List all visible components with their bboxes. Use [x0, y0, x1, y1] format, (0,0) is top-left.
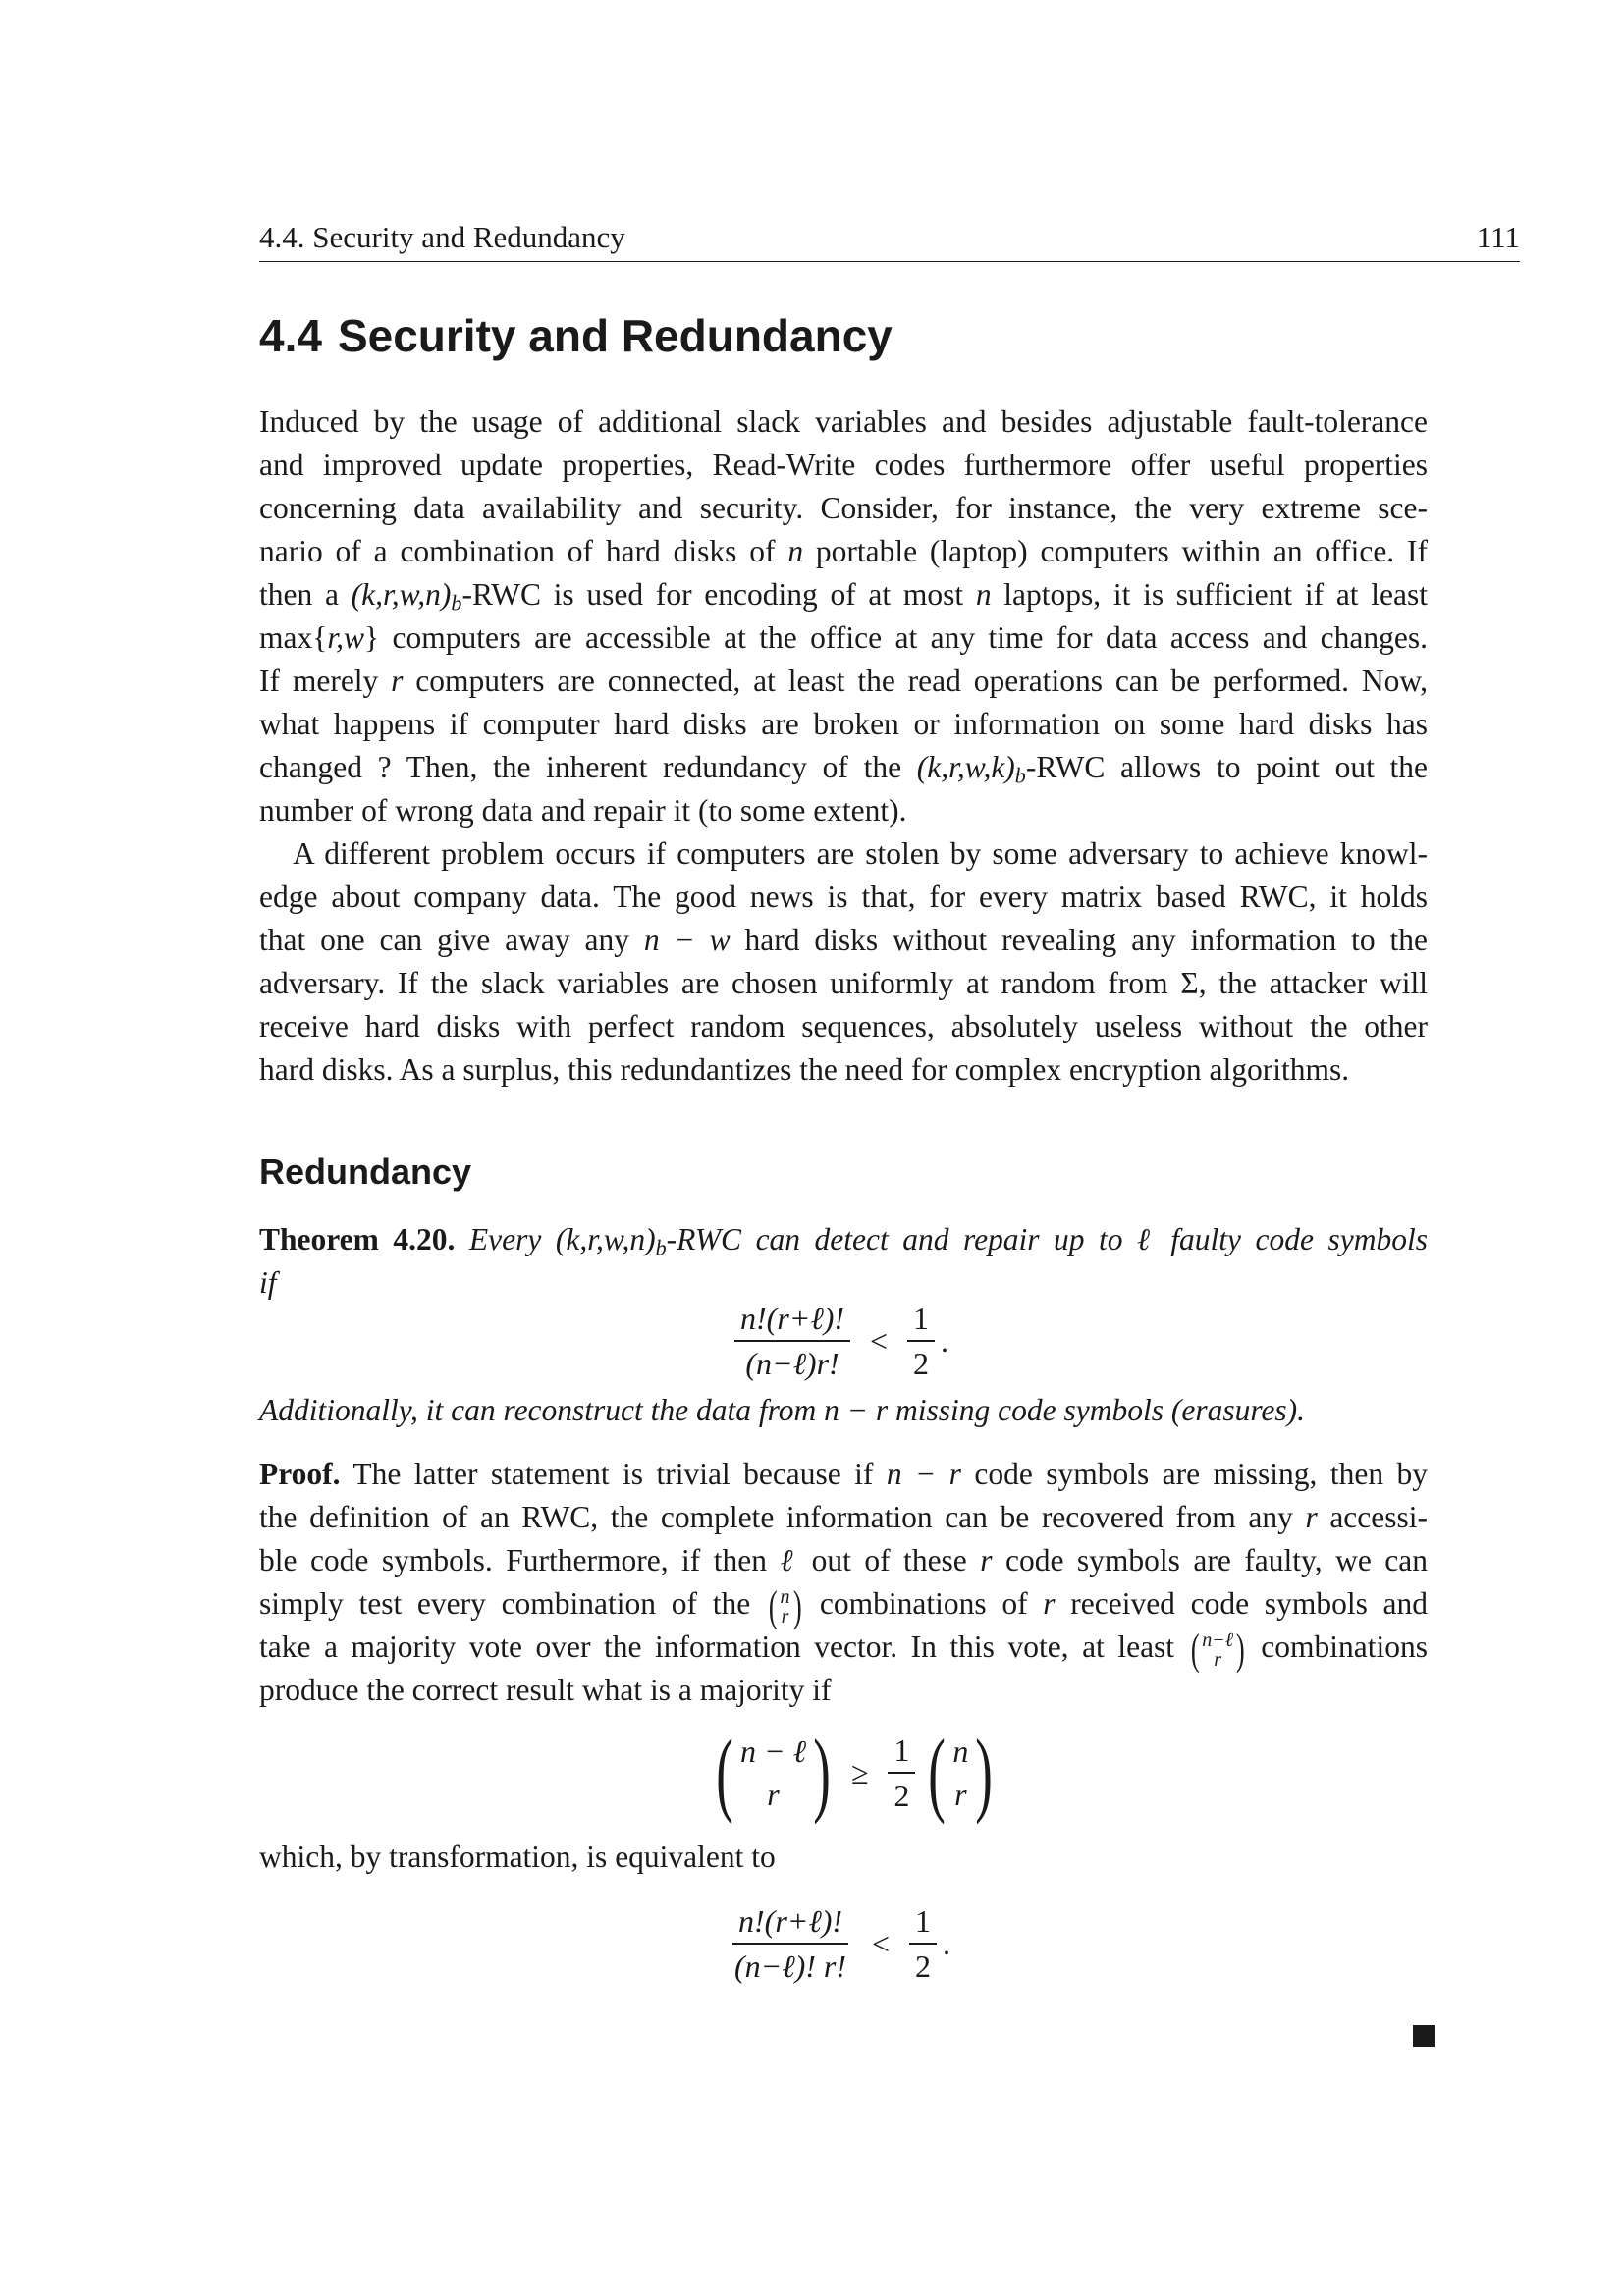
text-line: what happens if computer hard disks are broken or information on some hard disks has	[259, 707, 1428, 741]
final-equation: $\frac{\text{n!(r+ℓ)!}}{\text{(n−ℓ)! r!}}$ < $\frac{1}{2}$ .	[723, 1901, 950, 1986]
text-line: and improved update properties, Read-Write codes furthermore offer useful properties	[259, 448, 1428, 482]
page-number: 111	[1476, 220, 1520, 254]
text-line: A different problem occurs if computers are stolen by some adversary to achieve knowl-	[293, 836, 1428, 871]
qed-square-icon	[1413, 2025, 1435, 2047]
fraction-half: $\frac{1}{2}$	[888, 1731, 915, 1815]
proof-line: take a majority vote over the information vector. In this vote, at least ( n−ℓ r ) combinations	[259, 1625, 1428, 1674]
proof-line: ble code symbols. Furthermore, if then ℓ out of these r code symbols are faulty, we can	[259, 1543, 1428, 1577]
section-title-text: Security and Redundancy	[337, 310, 893, 361]
proof-label: Proof.	[259, 1457, 341, 1491]
text-line: edge about company data. The good news is that, for every matrix based RWC, it holds	[259, 880, 1428, 914]
text-line: concerning data availability and security. Consider, for instance, the very extreme sce-	[259, 491, 1428, 525]
fraction: $\frac{\text{n!(r+ℓ)!}}{\text{(n−ℓ)! r!}}$	[734, 1903, 846, 1984]
binomial-inequality: ( n − ℓ r ) ≥ $\frac{1}{2}$ ( n r )	[709, 1726, 1000, 1820]
text-line: number of wrong data and repair it (to some extent).	[259, 793, 907, 828]
binomial: ( n r )	[928, 1720, 994, 1825]
proof-line: Proof. The latter statement is trivial because if n − r code symbols are missing, then by	[259, 1457, 1428, 1491]
fraction-half: $\frac{1}{2}$	[909, 1901, 937, 1986]
proof-line: the definition of an RWC, the complete information can be recovered from any r accessi-	[259, 1500, 1429, 1534]
text-line: adversary. If the slack variables are chosen uniformly at random from Σ, the attacker will	[259, 966, 1428, 1000]
text-line: changed ? Then, the inherent redundancy of the $(k,r,w,k)_b$-RWC allows to point out the	[259, 750, 1428, 788]
text-line: If merely r computers are connected, at least the read operations can be performed. Now,	[259, 664, 1428, 698]
text-line: receive hard disks with perfect random sequences, absolutely useless without the other	[259, 1009, 1428, 1043]
running-head	[259, 218, 1520, 262]
section-title	[259, 306, 893, 365]
section-number: 4.4	[259, 310, 322, 361]
theorem-label: Theorem 4.20.	[259, 1222, 456, 1256]
inline-binomial: ( n−ℓ r )	[1190, 1625, 1245, 1674]
text-line: max{r,w} computers are accessible at the office at any time for data access and changes.	[259, 620, 1428, 655]
theorem-line: if	[259, 1265, 277, 1300]
inline-binomial: ( n r )	[768, 1581, 802, 1630]
theorem-equation: $\frac{\text{n!(r+ℓ)!}}{\text{(n−ℓ)r!}}$ < $\frac{1}{2}$ .	[729, 1299, 948, 1383]
text-line: hard disks. As a surplus, this redundantizes the need for complex encryption algorithms.	[259, 1052, 1350, 1087]
subsection-title: Redundancy	[259, 1151, 472, 1192]
fraction: $\frac{\text{n!(r+ℓ)!}}{\text{(n−ℓ)r!}}$	[734, 1299, 850, 1383]
binomial: ( n − ℓ r )	[716, 1720, 831, 1825]
text-line: Induced by the usage of additional slack variables and besides adjustable fault-tolerance	[259, 404, 1428, 439]
running-head-title: 4.4. Security and Redundancy	[259, 220, 625, 254]
text-line: nario of a combination of hard disks of n portable (laptop) computers within an office. If	[259, 534, 1428, 568]
theorem-line: Additionally, it can reconstruct the data from n − r missing code symbols (erasures).	[259, 1393, 1306, 1427]
proof-line: simply test every combination of the ( n r ) combinations of r received code symbols and	[259, 1581, 1429, 1630]
fraction-half: $\frac{1}{2}$	[907, 1299, 935, 1383]
proof-line: produce the correct result what is a majority if	[259, 1673, 832, 1707]
text-line: then a $(k,r,w,n)_b$-RWC is used for encoding of at most n laptops, it is sufficient if at least	[259, 577, 1428, 615]
text-line: that one can give away any n − w hard disks without revealing any information to the	[259, 923, 1428, 957]
proof-line: which, by transformation, is equivalent to	[259, 1840, 776, 1874]
theorem-line: Theorem 4.20. Every $(k,r,w,n)_b$-RWC can detect and repair up to ℓ faulty code symbols	[259, 1222, 1428, 1260]
